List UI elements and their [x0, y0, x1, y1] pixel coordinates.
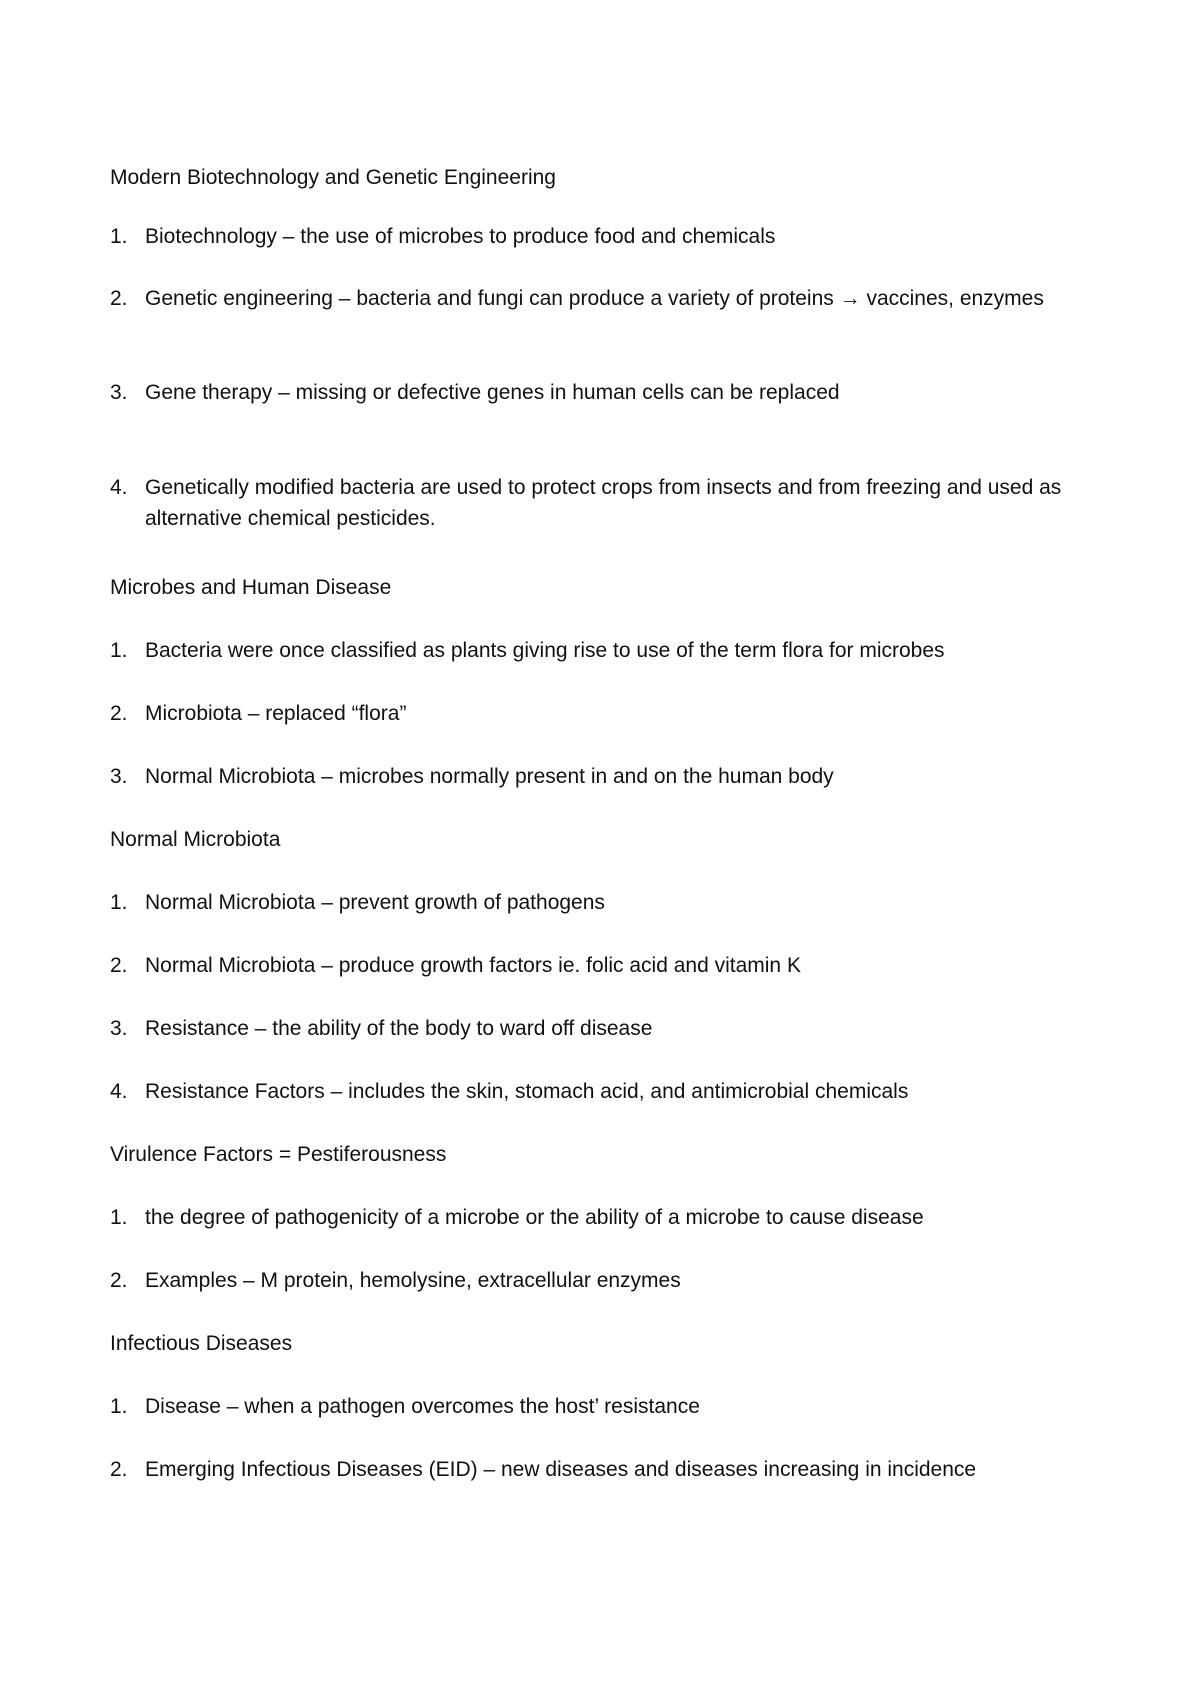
list-item: [110, 1013, 1120, 1044]
list-text: Resistance – the ability of the body to ward off disease: [145, 1017, 653, 1040]
list-number: 4.: [110, 476, 128, 499]
list-text: Bacteria were once classified as plants giving rise to use of the term flora for microbes: [145, 639, 945, 662]
list-text: Genetically modified bacteria are used to protect crops from insects and from freezing and used as alternative chemical pesticides.: [145, 476, 1062, 530]
list-number: 3.: [110, 765, 128, 788]
list-text: Gene therapy – missing or defective genes in human cells can be replaced: [145, 381, 840, 404]
list-item: [110, 1454, 1120, 1485]
list-item: [110, 698, 1120, 729]
list-item: [110, 950, 1120, 981]
list-text: Normal Microbiota – microbes normally present in and on the human body: [145, 765, 834, 788]
list-text: Emerging Infectious Diseases (EID) – new diseases and diseases increasing in incidence: [145, 1458, 977, 1481]
list-item: [110, 221, 1120, 252]
list-text: Genetic engineering – bacteria and fungi can produce a variety of proteins → vaccines, enzymes: [145, 287, 1044, 310]
list-number: 1.: [110, 1206, 128, 1229]
list-text: Disease – when a pathogen overcomes the host’ resistance: [145, 1395, 700, 1418]
list-item: [110, 1391, 1120, 1422]
list-number: 3.: [110, 1017, 128, 1040]
list-item: [110, 1076, 1120, 1107]
list-item: [110, 761, 1120, 792]
list-item: [110, 1202, 1120, 1233]
list-item: [110, 377, 1120, 408]
list-number: 4.: [110, 1080, 128, 1103]
list-number: 2.: [110, 287, 128, 310]
list-item: [110, 472, 1120, 534]
list-item: [110, 635, 1120, 666]
list-text: Normal Microbiota – prevent growth of pathogens: [145, 891, 605, 914]
list-number: 2.: [110, 954, 128, 977]
list-number: 1.: [110, 891, 128, 914]
list-text: Microbiota – replaced “flora”: [145, 702, 407, 725]
list-text: Resistance Factors – includes the skin, stomach acid, and antimicrobial chemicals: [145, 1080, 909, 1103]
list-number: 2.: [110, 1458, 128, 1481]
section-heading: Virulence Factors = Pestiferousness: [110, 1143, 447, 1166]
section-heading: Infectious Diseases: [110, 1332, 293, 1355]
section-heading: Normal Microbiota: [110, 828, 281, 851]
list-text: Examples – M protein, hemolysine, extracellular enzymes: [145, 1269, 681, 1292]
list-item: [110, 283, 1120, 314]
list-number: 1.: [110, 639, 128, 662]
list-number: 3.: [110, 381, 128, 404]
list-text: the degree of pathogenicity of a microbe or the ability of a microbe to cause disease: [145, 1206, 924, 1229]
list-number: 1.: [110, 225, 128, 248]
list-text: Biotechnology – the use of microbes to produce food and chemicals: [145, 225, 776, 248]
list-number: 2.: [110, 1269, 128, 1292]
section-heading: Microbes and Human Disease: [110, 576, 392, 599]
list-item: [110, 1265, 1120, 1296]
section-heading: Modern Biotechnology and Genetic Engineering: [110, 166, 556, 189]
list-number: 1.: [110, 1395, 128, 1418]
list-item: [110, 887, 1120, 918]
list-number: 2.: [110, 702, 128, 725]
list-text: Normal Microbiota – produce growth factors ie. folic acid and vitamin K: [145, 954, 801, 977]
